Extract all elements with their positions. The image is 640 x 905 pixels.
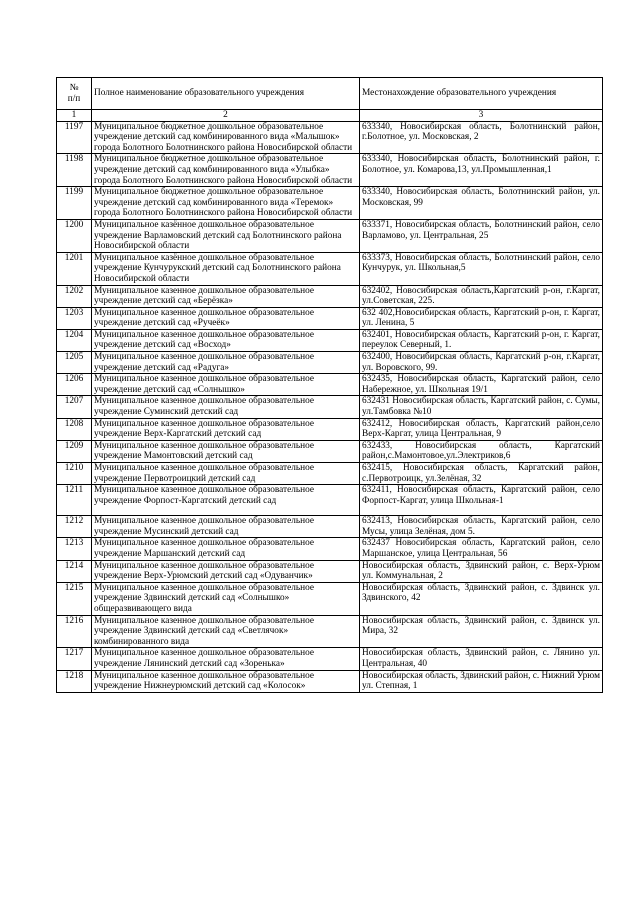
header-name: Полное наименование образовательного учреждения	[92, 78, 360, 110]
row-number: 1202	[57, 285, 92, 307]
institution-name: Муниципальное казенное дошкольное образовательное учреждение Суминский детский сад	[92, 396, 360, 418]
row-number: 1212	[57, 516, 92, 538]
institution-name: Муниципальное бюджетное дошкольное образовательное учреждение детский сад комбинированного вида «Малышок» города Болотного Болотнинского района Новосибирской области	[92, 121, 360, 154]
institution-address: 632 402,Новосибирская область, Каргатский р-он, г. Каргат, ул. Ленина, 5	[360, 307, 603, 329]
table-row	[57, 538, 603, 560]
institution-address: 632402, Новосибирская область,Каргатский р-он, г.Каргат, ул.Советская, 225.	[360, 285, 603, 307]
table-row	[57, 516, 603, 538]
table-row	[57, 670, 603, 692]
header-number: № п/п	[57, 78, 92, 110]
institution-name: Муниципальное казенное дошкольное образовательное учреждение Здвинский детский сад «Светлячок» комбинированного вида	[92, 615, 360, 648]
header-location: Местонахождение образовательного учреждения	[360, 78, 603, 110]
table-row	[57, 187, 603, 220]
table-row	[57, 615, 603, 648]
row-number: 1217	[57, 648, 92, 670]
institution-name: Муниципальное казенное дошкольное образовательное учреждение Первотроицкий детский сад	[92, 463, 360, 485]
institution-address: 632437 Новосибирская область, Каргатский район, село Маршанское, улица Центральная, 56	[360, 538, 603, 560]
table-row	[57, 485, 603, 516]
institution-name: Муниципальное казенное дошкольное образовательное учреждение Маршанский детский сад	[92, 538, 360, 560]
table-row	[57, 463, 603, 485]
table-row	[57, 648, 603, 670]
index-cell: 3	[360, 110, 603, 122]
institution-address: 632431 Новосибирская область, Каргатский район, с. Сумы, ул.Тамбовка №10	[360, 396, 603, 418]
institution-name: Муниципальное казенное дошкольное образовательное учреждение детский сад «Берёзка»	[92, 285, 360, 307]
institutions-table	[56, 77, 603, 693]
institution-name: Муниципальное казенное дошкольное образовательное учреждение детский сад «Радуга»	[92, 352, 360, 374]
institution-name: Муниципальное бюджетное дошкольное образовательное учреждение детский сад комбинированного вида «Теремок» города Болотного Болотнинского района Новосибирской области	[92, 187, 360, 220]
header-row	[57, 78, 603, 110]
institution-name: Муниципальное казенное дошкольное образовательное учреждение детский сад «Восход»	[92, 329, 360, 351]
institution-address: 632435, Новосибирская область, Каргатский район, село Набережное, ул. Школьная 19/1	[360, 374, 603, 396]
institution-name: Муниципальное казенное дошкольное образовательное учреждение детский сад «Солнышко»	[92, 374, 360, 396]
institution-name: Муниципальное казенное дошкольное образовательное учреждение Здвинский детский сад «Солнышко» общеразвивающего вида	[92, 582, 360, 615]
institution-name: Муниципальное казённое дошкольное образовательное учреждение Кунчурукский детский сад Болотнинского района Новосибирской области	[92, 252, 360, 285]
institution-address: 632415, Новосибирская область, Каргатский район, с.Первотроицк, ул.Зелёная, 32	[360, 463, 603, 485]
table-row	[57, 418, 603, 440]
row-number: 1205	[57, 352, 92, 374]
row-number: 1200	[57, 219, 92, 252]
table-row	[57, 582, 603, 615]
institution-address: 632413, Новосибирская область, Каргатский район, село Мусы, улица Зелёная, дом 5.	[360, 516, 603, 538]
institution-address: 632401, Новосибирская область, Каргатский р-он, г. Каргат, переулок Северный, 1.	[360, 329, 603, 351]
row-number: 1197	[57, 121, 92, 154]
row-number: 1199	[57, 187, 92, 220]
row-number: 1207	[57, 396, 92, 418]
row-number: 1211	[57, 485, 92, 516]
institution-address: 632433, Новосибирская область, Каргатский район,с.Мамонтовое,ул.Электриков,6	[360, 440, 603, 462]
institution-address: 632411, Новосибирская область, Каргатский район, село Форпост-Каргат, улица Школьная-1	[360, 485, 603, 516]
row-number: 1201	[57, 252, 92, 285]
institution-address: Новосибирская область, Здвинский район, с. Нижний Урюм ул. Степная, 1	[360, 670, 603, 692]
institution-address: Новосибирская область, Здвинский район, с. Верх-Урюм ул. Коммунальная, 2	[360, 560, 603, 582]
table-row	[57, 285, 603, 307]
table-row	[57, 307, 603, 329]
row-number: 1216	[57, 615, 92, 648]
table-row	[57, 219, 603, 252]
table-row	[57, 440, 603, 462]
table-row	[57, 374, 603, 396]
institution-address: 633371, Новосибирская область, Болотнинский район, село Варламово, ул. Центральная, 25	[360, 219, 603, 252]
institution-address: 632412, Новосибирская область, Каргатский район,село Верх-Каргат, улица Центральная, 9	[360, 418, 603, 440]
institution-address: 633373, Новосибирская область, Болотнинский район, село Кунчурук, ул. Школьная,5	[360, 252, 603, 285]
table-row	[57, 121, 603, 154]
row-number: 1214	[57, 560, 92, 582]
institution-name: Муниципальное бюджетное дошкольное образовательное учреждение детский сад комбинированного вида «Улыбка» города Болотного Болотнинского района Новосибирской области	[92, 154, 360, 187]
row-number: 1206	[57, 374, 92, 396]
institution-name: Муниципальное казённое дошкольное образовательное учреждение Варламовский детский сад Болотнинского района Новосибирской области	[92, 219, 360, 252]
institution-name: Муниципальное казенное дошкольное образовательное учреждение Мамонтовский детский сад	[92, 440, 360, 462]
institution-name: Муниципальное казенное дошкольное образовательное учреждение Нижнеурюмский детский сад «Колосок»	[92, 670, 360, 692]
institution-name: Муниципальное казенное дошкольное образовательное учреждение Верх-Урюмский детский сад «Одуванчик»	[92, 560, 360, 582]
institution-name: Муниципальное казенное дошкольное образовательное учреждение Лянинский детский сад «Зоренька»	[92, 648, 360, 670]
index-cell: 2	[92, 110, 360, 122]
table-row	[57, 329, 603, 351]
institution-name: Муниципальное казенное дошкольное образовательное учреждение Верх-Каргатский детский сад	[92, 418, 360, 440]
row-number: 1213	[57, 538, 92, 560]
institution-address: Новосибирская область, Здвинский район, с. Здвинск ул. Здвинского, 42	[360, 582, 603, 615]
row-number: 1218	[57, 670, 92, 692]
institution-address: 633340, Новосибирская область, Болотнинский район, г.Болотное, ул. Московская, 2	[360, 121, 603, 154]
row-number: 1215	[57, 582, 92, 615]
institution-address: Новосибирская область, Здвинский район, с. Здвинск ул. Мира, 32	[360, 615, 603, 648]
institution-address: 633340, Новосибирская область, Болотнинский район, г. Болотное, ул. Комарова,13, ул.Промышленная,1	[360, 154, 603, 187]
index-cell: 1	[57, 110, 92, 122]
table-row	[57, 252, 603, 285]
institution-address: 632400, Новосибирская область, Каргатский р-он, г.Каргат, ул. Воровского, 99.	[360, 352, 603, 374]
row-number: 1210	[57, 463, 92, 485]
index-row	[57, 110, 603, 122]
row-number: 1204	[57, 329, 92, 351]
row-number: 1203	[57, 307, 92, 329]
institution-name: Муниципальное казенное дошкольное образовательное учреждение Мусинский детский сад	[92, 516, 360, 538]
row-number: 1208	[57, 418, 92, 440]
institution-name: Муниципальное казенное дошкольное образовательное учреждение детский сад «Ручеёк»	[92, 307, 360, 329]
table-row	[57, 154, 603, 187]
table-row	[57, 396, 603, 418]
row-number: 1209	[57, 440, 92, 462]
table-row	[57, 352, 603, 374]
row-number: 1198	[57, 154, 92, 187]
institution-address: 633340, Новосибирская область, Болотнинский район, ул. Московская, 99	[360, 187, 603, 220]
table-row	[57, 560, 603, 582]
institution-name: Муниципальное казенное дошкольное образовательное учреждение Форпост-Каргатский детский сад	[92, 485, 360, 516]
institution-address: Новосибирская область, Здвинский район, с. Лянино ул. Центральная, 40	[360, 648, 603, 670]
